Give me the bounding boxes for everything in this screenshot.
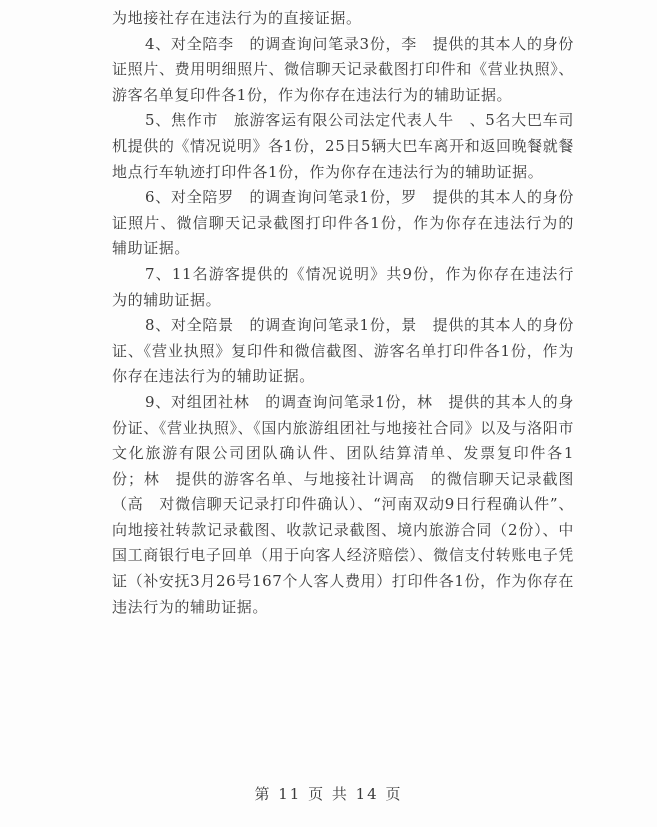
paragraph-item-9: 9、对组团社林 的调查询问笔录1份，林 提供的其本人的身份证、《营业执照》、《国内旅游组团社与地接社合同》以及与洛阳市 文化旅游有限公司团队确认件、团队结算清单、发票复印件各1份；林 提供的游客名单、与地接社计调高 的微信聊天记录截图（高 对微信聊天记录打印件确认）、“河南双动9日行程确认件”、向地接社转款记录截图、收款记录截图、境内旅游合同（2份）、中国工商银行电子回单（用于向客人经济赔偿）、微信支付转账电子凭证（补安抚3月26号167个人客人费用）打印件各1份，作为你存在违法行为的辅助证据。: [112, 392, 590, 616]
paragraph-item-5: 5、焦作市 旅游客运有限公司法定代表人牛 、5名大巴车司机提供的《情况说明》各1份，25日5辆大巴车离开和返回晚餐就餐地点行车轨迹打印件各1份，作为你存在违法行为的辅助证据。: [112, 111, 574, 181]
paragraph-item-8: 8、对全陪景 的调查询问笔录1份，景 提供的其本人的身份证、《营业执照》复印件和微信截图、游客名单打印件各1份，作为你存在违法行为的辅助证据。: [112, 316, 574, 386]
paragraph-item-6: 6、对全陪罗 的调查询问笔录1份，罗 提供的其本人的身份证照片、微信聊天记录截图打印件各1份，作为你存在违法行为的辅助证据。: [112, 188, 574, 258]
paragraph-item-7: 7、11名游客提供的《情况说明》共9份，作为你存在违法行为的辅助证据。: [112, 264, 574, 309]
page-number-footer: 第 11 页 共 14 页: [254, 785, 403, 803]
paragraph-continuation: 为地接社存在违法行为的直接证据。: [112, 9, 362, 27]
document-body: [112, 6, 590, 620]
paragraph-item-4: 4、对全陪李 的调查询问笔录3份，李 提供的其本人的身份证照片、费用明细照片、微信聊天记录截图打印件和《营业执照》、游客名单复印件各1份，作为你存在违法行为的辅助证据。: [112, 34, 574, 104]
